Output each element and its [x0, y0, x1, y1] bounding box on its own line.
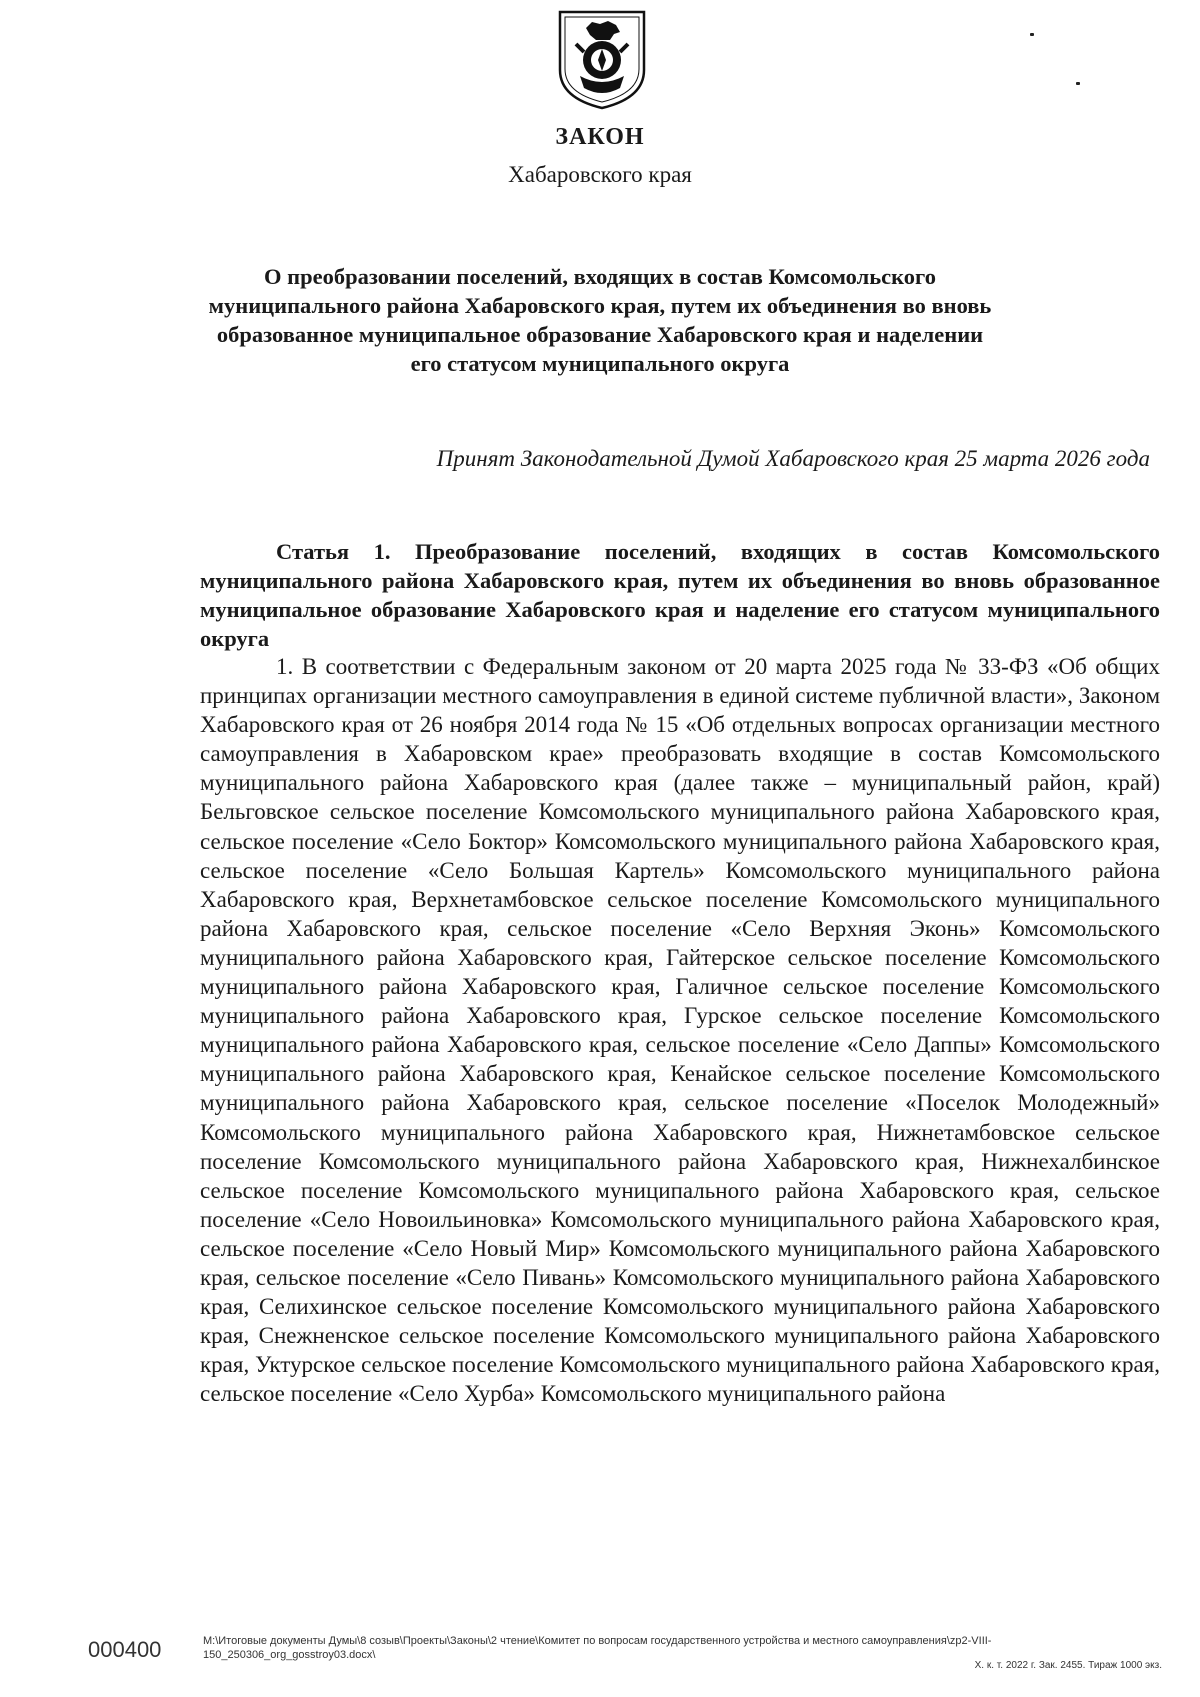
- scan-speck: [1076, 82, 1080, 85]
- adoption-note: Принят Законодательной Думой Хабаровского края 25 марта 2026 года: [436, 446, 1150, 471]
- scan-speck: [1030, 33, 1034, 36]
- law-heading: О преобразовании поселений, входящих в состав Комсомольского муниципального района Хабаровского края, путем их объединения во вновь образованное муниципальное образование Хабаровского края и наделении его статусом муниципального округа: [208, 264, 992, 376]
- article-1-paragraph-1: 1. В соответствии с Федеральным законом от 20 марта 2025 года № 33-ФЗ «Об общих принципах организации местного самоуправления в единой системе публичной власти», Законом Хабаровского края от 26 ноября 2014 года № 15 «Об отдельных вопросах организации местного самоуправления в Хабаровском крае» преобразовать входящие в состав Комсомольского муниципального района Хабаровского края (далее также – муниципальный район, край) Бельговское сельское поселение Комсомольского муниципального района Хабаровского края, сельское поселение «Село Боктор» Комсомольского муниципального района Хабаровского края, сельское поселение «Село Большая Картель» Комсомольского муниципального района Хабаровского края, Верхнетамбовское сельское поселение Комсомольского муниципального района Хабаровского края, сельское поселение «Село Верхняя Эконь» Комсомольского муниципального района Хабаровского края, Гайтерское сельское поселение Комсомольского муниципального района Хабаровского края, Галичное сельское поселение Комсомольского муниципального района Хабаровского края, Гурское сельское поселение Комсомольского муниципального района Хабаровского края, сельское поселение «Село Даппы» Комсомольского муниципального района Хабаровского края, Кенайское сельское поселение Комсомольского муниципального района Хабаровского края, сельское поселение «Поселок Молодежный» Комсомольского муниципального района Хабаровского края, Нижнетамбовское сельское поселение Комсомольского муниципального района Хабаровского края, Нижнехалбинское сельское поселение Комсомольского муниципального района Хабаровского края, сельское поселение «Село Новоильиновка» Комсомольского муниципального района Хабаровского края, сельское поселение «Село Новый Мир» Комсомольского муниципального района Хабаровского края, сельское поселение «Село Пивань» Комсомольского муниципального района Хабаровского края, Селихинское сельское поселение Комсомольского муниципального района Хабаровского края, Снежненское сельское поселение Комсомольского муниципального района Хабаровского края, Уктурское сельское поселение Комсомольского муниципального района Хабаровского края, сельское поселение «Село Хурба» Комсомольского муниципального района: [200, 654, 1160, 1407]
- page-subtitle: Хабаровского края: [508, 162, 692, 187]
- print-info: Х. к. т. 2022 г. Зак. 2455. Тираж 1000 экз.: [974, 1660, 1162, 1671]
- form-number: 000400: [88, 1637, 162, 1662]
- coat-of-arms-icon: [556, 8, 648, 110]
- article-1-heading: Статья 1. Преобразование поселений, входящих в состав Комсомольского муниципального района Хабаровского края, путем их объединения во вновь образованное муниципальное образование Хабаровского края и наделение его статусом муниципального округа: [200, 539, 1160, 651]
- file-path: M:\Итоговые документы Думы\8 созыв\Проекты\Законы\2 чтение\Комитет по вопросам государственного устройства и местного самоуправления\zp2-VIII-150_250306_org_gosstroy03.docx\: [203, 1635, 992, 1661]
- page-title: ЗАКОН: [555, 124, 645, 150]
